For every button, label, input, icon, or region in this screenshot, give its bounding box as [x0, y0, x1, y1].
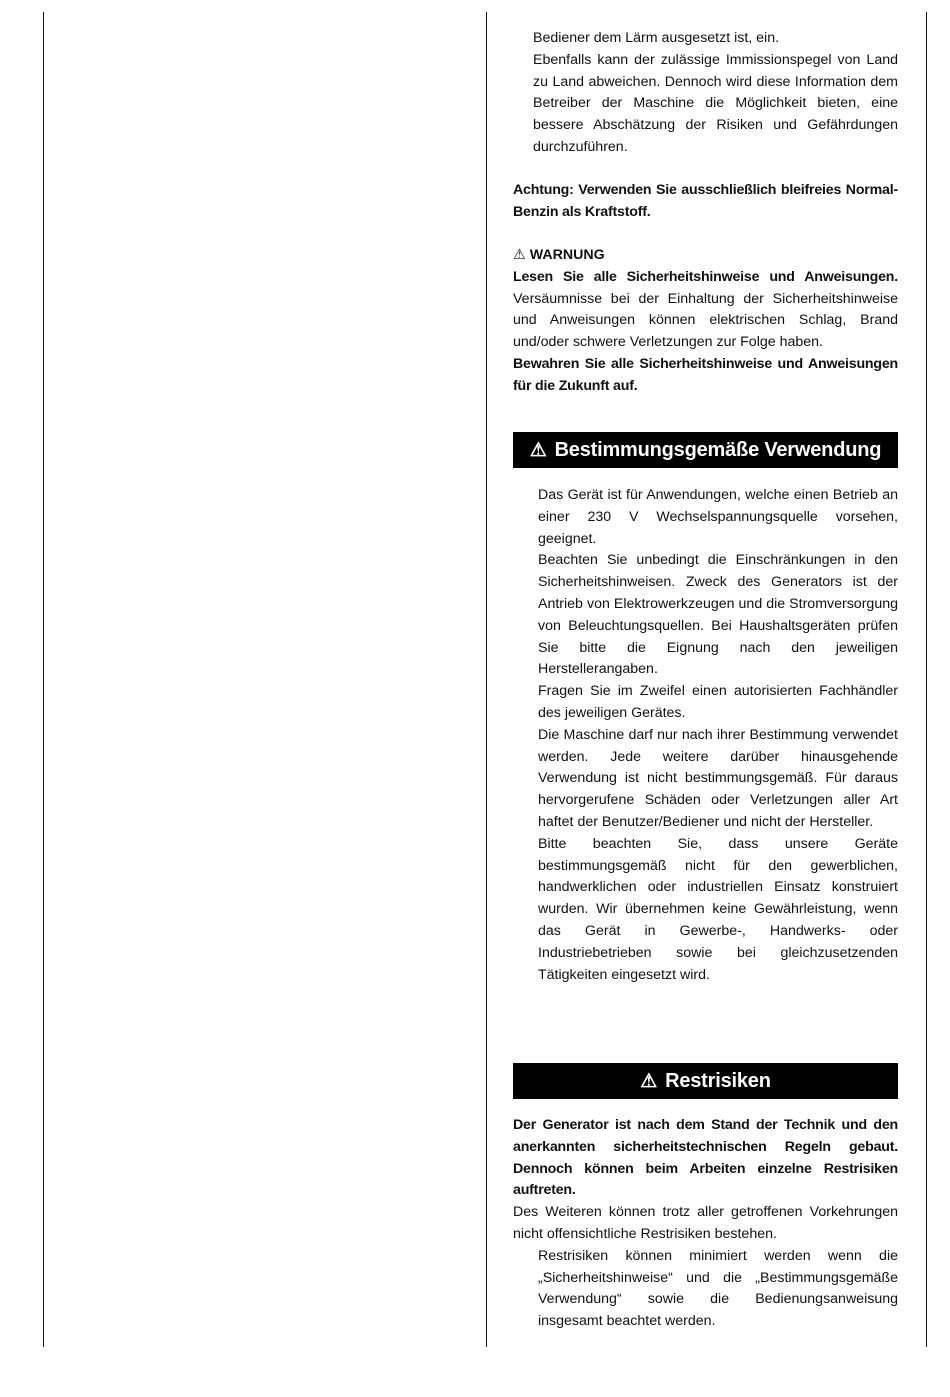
noise-info-section: [513, 28, 898, 159]
warning-triangle-icon: ⚠: [513, 247, 526, 263]
warning-section: [513, 245, 898, 398]
column-divider-rule: [486, 12, 487, 1347]
noise-paragraph-2: Ebenfalls kann der zulässige Immissionspegel von Land zu Land abweichen. Dennoch wird diese Information dem Betreiber der Maschine die Möglichkeit bieten, eine bessere Abschätzung der Risiken und Gefährdungen durchzuführen.: [533, 51, 898, 155]
left-margin-rule: [43, 12, 44, 1347]
residual-risks-indented: Restrisiken können minimiert werden wenn die „Sicherheitshinweise“ und die „Bestimmungsgemäße Verwendung“ sowie die Bedienungsanweisung insgesamt beachtet werden.: [538, 1247, 898, 1330]
intended-use-paragraph: Bitte beachten Sie, dass unsere Geräte bestimmungsgemäß nicht für den gewerblichen, handwerklichen oder industriellen Einsatz konstruiert wurden. Wir übernehmen keine Gewährleistung, wenn das Gerät in Gewerbe-, Handwerks- oder Industriebetrieben sowie bei gleichzusetzenden Tätigkeiten eingesetzt wird.: [538, 835, 898, 983]
fuel-notice: [513, 180, 898, 224]
intended-use-paragraph: Fragen Sie im Zweifel einen autorisierten Fachhändler des jeweiligen Gerätes.: [538, 683, 898, 721]
section-banner-restrisiken: [513, 1063, 898, 1099]
noise-paragraph-1: Bediener dem Lärm ausgesetzt ist, ein.: [533, 30, 780, 46]
warning-keep-instructions: Bewahren Sie alle Sicherheitshinweise und Anweisungen für die Zukunft auf.: [513, 355, 898, 394]
intended-use-paragraph: Beachten Sie unbedingt die Einschränkungen in den Sicherheitshinweisen. Zweck des Generators ist der Antrieb von Elektrowerkzeugen und die Stromversorgung von Beleuchtungsquellen. Bei Haushaltsgeräten prüfen Sie bitte die Eignung nach den jeweiligen Herstellerangaben.: [538, 552, 898, 678]
intended-use-paragraph: Das Gerät ist für Anwendungen, welche einen Betrieb an einer 230 V Wechselspannungsquelle vorsehen, geeignet.: [538, 487, 898, 547]
residual-risks-text: Des Weiteren können trotz aller getroffenen Vorkehrungen nicht offensichtliche Restrisiken bestehen.: [513, 1204, 898, 1242]
warning-title: [513, 245, 898, 267]
section-heading-restrisiken: Restrisiken: [665, 1069, 771, 1092]
residual-risks-intro: Der Generator ist nach dem Stand der Technik und den anerkannten sicherheitstechnischen Regeln gebaut. Dennoch können beim Arbeiten einzelne Restrisiken auftreten.: [513, 1117, 898, 1199]
right-margin-rule: [926, 12, 927, 1347]
warning-lead: [513, 267, 898, 354]
warning-lead-text: Versäumnisse bei der Einhaltung der Sicherheitshinweise und Anweisungen können elektrischen Schlag, Brand und/oder schwere Verletzungen zur Folge haben.: [513, 290, 898, 351]
section-banner-bestimmung: [513, 432, 898, 468]
warning-triangle-icon: ⚠: [640, 1070, 658, 1092]
intended-use-section: [513, 485, 898, 986]
intended-use-paragraph: Die Maschine darf nur nach ihrer Bestimmung verwendet werden. Jede weitere darüber hinausgehende Verwendung ist nicht bestimmungsgemäß. Für daraus hervorgerufene Schäden oder Verletzungen aller Art haftet der Benutzer/Bediener und nicht der Hersteller.: [538, 726, 898, 830]
fuel-notice-text: Achtung: Verwenden Sie ausschließlich bleifreies Normal-Benzin als Kraftstoff.: [513, 182, 898, 220]
warning-title-text: WARNUNG: [529, 247, 605, 263]
section-heading-bestimmung: Bestimmungsgemäße Verwendung: [554, 438, 882, 461]
warning-lead-bold: Lesen Sie alle Sicherheitshinweise und Anweisungen.: [513, 268, 898, 285]
residual-risks-section: [513, 1115, 898, 1333]
warning-triangle-icon: ⚠: [529, 439, 547, 461]
